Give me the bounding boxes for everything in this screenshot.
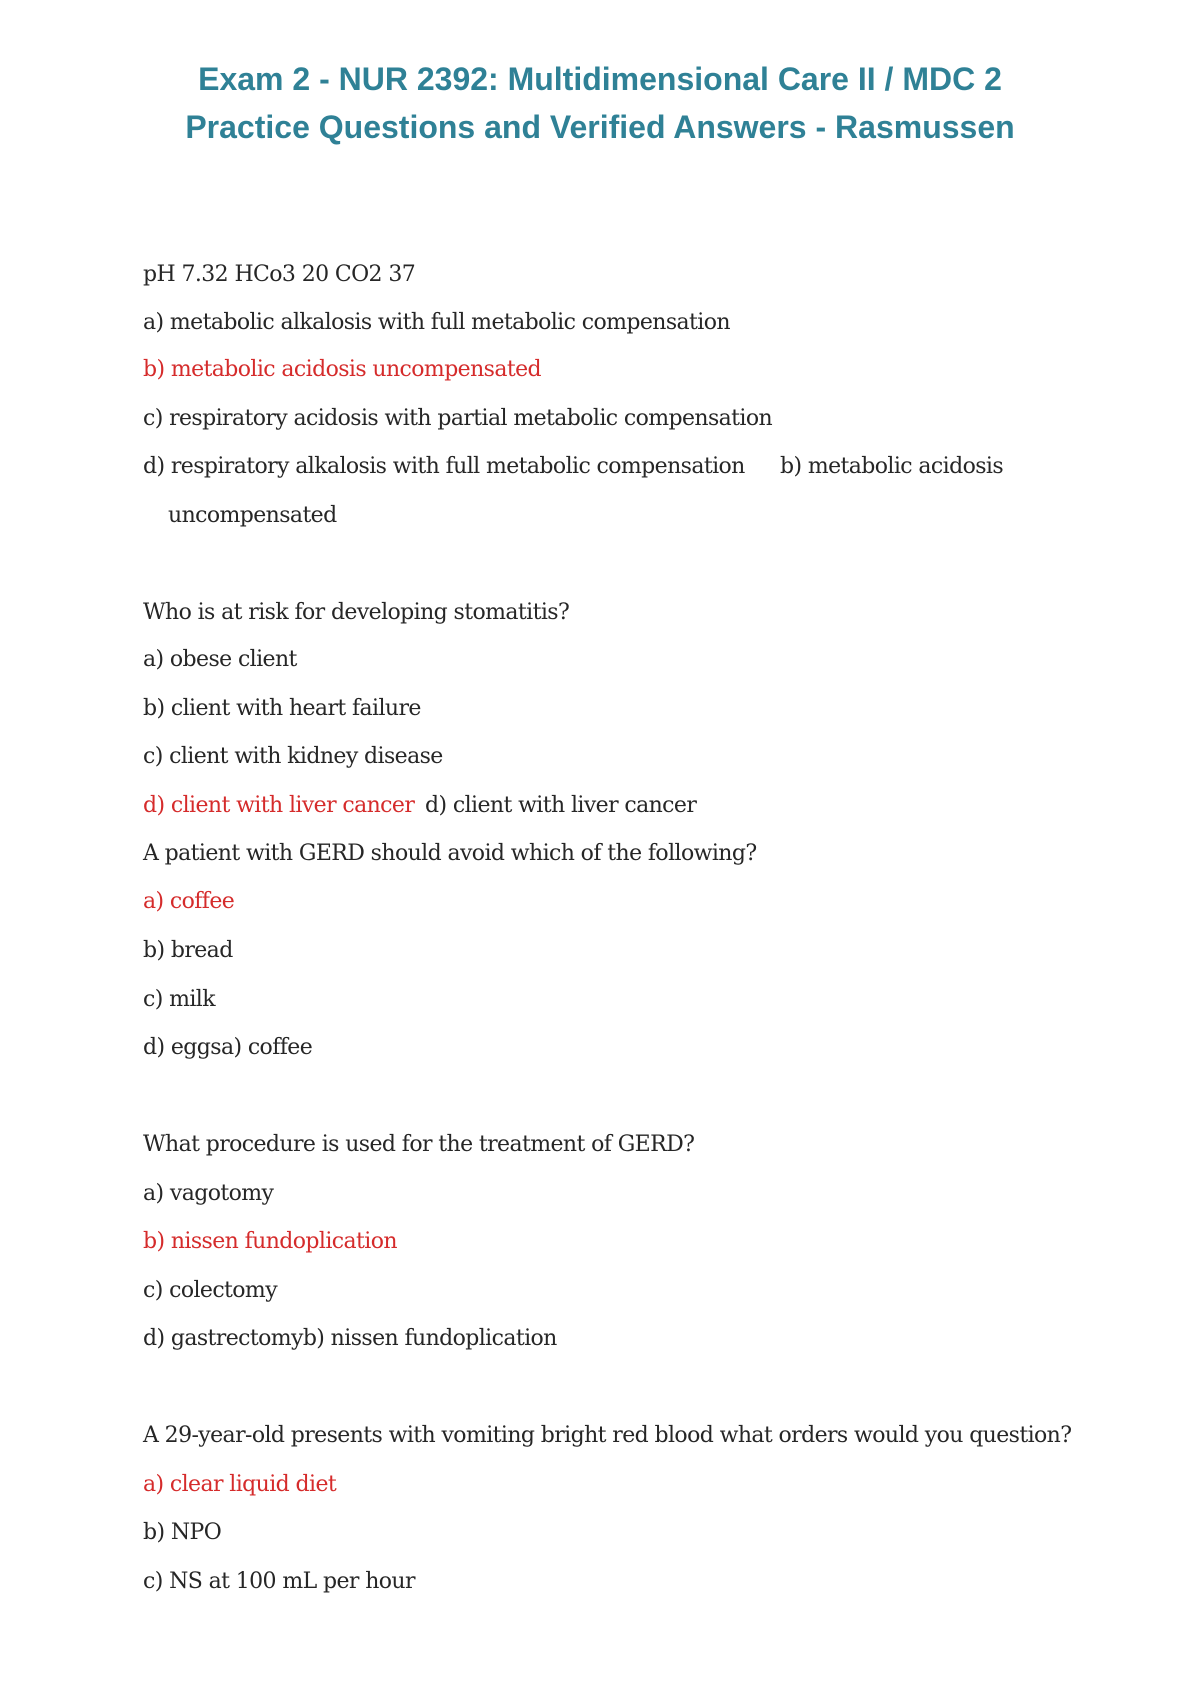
question-4-option-c: c) colectomy bbox=[143, 1278, 278, 1303]
document-title-line-2: Practice Questions and Verified Answers - Rasmussen bbox=[185, 109, 1015, 145]
question-4-option-d: d) gastrectomy bbox=[143, 1326, 303, 1351]
question-4-option-b-correct: b) nissen fundoplication bbox=[143, 1229, 397, 1254]
question-1-stem: pH 7.32 HCo3 20 CO2 37 bbox=[143, 262, 416, 287]
question-2-option-c: c) client with kidney disease bbox=[143, 744, 443, 769]
question-3-option-d-row bbox=[143, 1033, 312, 1063]
question-1-option-b-correct: b) metabolic acidosis uncompensated bbox=[143, 357, 542, 382]
question-2-stem: Who is at risk for developing stomatitis? bbox=[143, 600, 570, 625]
question-4-stem: What procedure is used for the treatment of GERD? bbox=[143, 1132, 695, 1157]
question-3-option-a-correct: a) coffee bbox=[143, 889, 235, 914]
document-title-line-1: Exam 2 - NUR 2392: Multidimensional Care II / MDC 2 bbox=[198, 61, 1002, 97]
question-1-option-c: c) respiratory acidosis with partial metabolic compensation bbox=[143, 406, 773, 431]
question-2-option-b: b) client with heart failure bbox=[143, 696, 421, 721]
question-3-stem: A patient with GERD should avoid which of the following? bbox=[143, 841, 757, 866]
question-3-option-c: c) milk bbox=[143, 987, 215, 1012]
question-3-answer: a) coffee bbox=[220, 1035, 313, 1060]
question-1-option-d: d) respiratory alkalosis with full metabolic compensation bbox=[143, 454, 745, 479]
question-1-answer: b) metabolic acidosis bbox=[780, 454, 1004, 479]
question-5-option-a-correct: a) clear liquid diet bbox=[143, 1472, 337, 1497]
question-5-option-b: b) NPO bbox=[143, 1520, 222, 1545]
question-3-option-b: b) bread bbox=[143, 938, 233, 963]
question-5-stem: A 29-year-old presents with vomiting bright red blood what orders would you question? bbox=[143, 1423, 1072, 1448]
question-4-option-a: a) vagotomy bbox=[143, 1181, 274, 1206]
question-5-option-c: c) NS at 100 mL per hour bbox=[143, 1569, 415, 1594]
question-2-option-a: a) obese client bbox=[143, 647, 297, 672]
question-3-option-d: d) eggs bbox=[143, 1035, 221, 1060]
question-4-option-d-row bbox=[143, 1324, 557, 1354]
question-1-answer-continued: uncompensated bbox=[168, 503, 337, 528]
question-2-option-d-correct: d) client with liver cancer bbox=[143, 793, 415, 818]
question-4-answer: b) nissen fundoplication bbox=[302, 1326, 557, 1351]
question-1-option-a: a) metabolic alkalosis with full metabolic compensation bbox=[143, 310, 730, 335]
question-2-answer: d) client with liver cancer bbox=[425, 793, 697, 818]
